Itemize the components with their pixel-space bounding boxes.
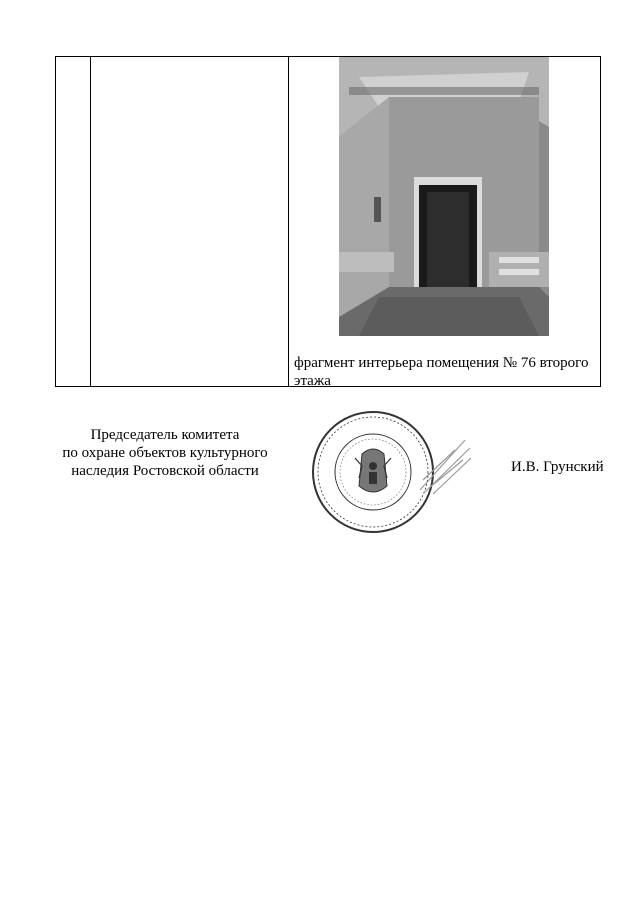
position-line-3: наследия Ростовской области [71,463,259,479]
handwritten-signature [415,430,475,500]
position-line-1: Председатель комитета [90,427,240,443]
position-line-2: по охране объектов культурного [62,445,268,461]
signatory-name: И.В. Грунский [511,459,604,475]
interior-photo [339,57,549,336]
signatory-position [55,426,275,480]
table-column-divider-2 [288,57,289,386]
table-column-divider-1 [90,57,91,386]
photo-caption: фрагмент интерьера помещения № 76 второго этажа [294,355,589,389]
document-table [55,56,601,387]
